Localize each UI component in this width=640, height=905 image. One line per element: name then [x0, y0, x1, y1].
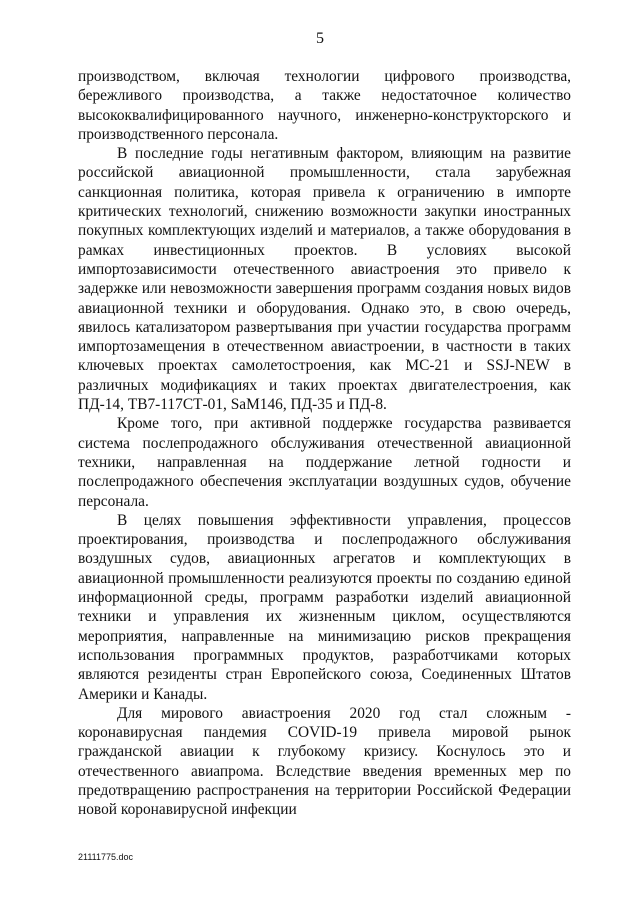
document-body [78, 67, 571, 820]
paragraph: В последние годы негативным фактором, влияющим на развитие российской авиационной промышленности, стала зарубежная санкционная политика, которая привела к ограничению в импорте критических технологий, снижению возможности закупки иностранных покупных комплектующих изделий и материалов, а также оборудования в рамках инвестиционных проектов. В условиях высокой импортозависимости отечественного авиастроения это привело к задержке или невозможности завершения программ создания новых видов авиационной техники и оборудования. Однако это, в свою очередь, явилось катализатором развертывания при участии государства программ импортозамещения в отечественном авиастроении, в частности в таких ключевых проектах самолетостроения, как МС-21 и SSJ-NEW в различных модификациях и таких проектах двигателестроения, как ПД-14, ТВ7-117СТ-01, SaM146, ПД-35 и ПД-8. [78, 145, 571, 414]
paragraph: производством, включая технологии цифрового производства, бережливого производства, а также недостаточное количество высококвалифицированного научного, инженерно-конструкторского и производственного персонала. [78, 68, 571, 143]
page-number: 5 [316, 30, 324, 47]
file-name-footer: 21111775.doc [78, 852, 134, 862]
paragraph: В целях повышения эффективности управления, процессов проектирования, производства и послепродажного обслуживания воздушных судов, авиационных агрегатов и комплектующих в авиационной промышленности реализуются проекты по созданию единой информационной среды, программ разработки изделий авиационной техники и управления их жизненным циклом, осуществляются мероприятия, направленные на минимизацию рисков прекращения использования программных продуктов, разработчиками которых являются резиденты стран Европейского союза, Соединенных Штатов Америки и Канады. [78, 511, 571, 703]
paragraph: Кроме того, при активной поддержке государства развивается система послепродажного обслуживания отечественной авиационной техники, направленная на поддержание летной годности и послепродажного обеспечения эксплуатации воздушных судов, обучение персонала. [78, 415, 571, 510]
paragraph: Для мирового авиастроения 2020 год стал сложным - коронавирусная пандемия COVID-19 привела мировой рынок гражданской авиации к глубокому кризису. Коснулось это и отечественного авиапрома. Вследствие введения временных мер по предотвращению распространения на территории Российской Федерации новой коронавирусной инфекции [78, 704, 571, 819]
